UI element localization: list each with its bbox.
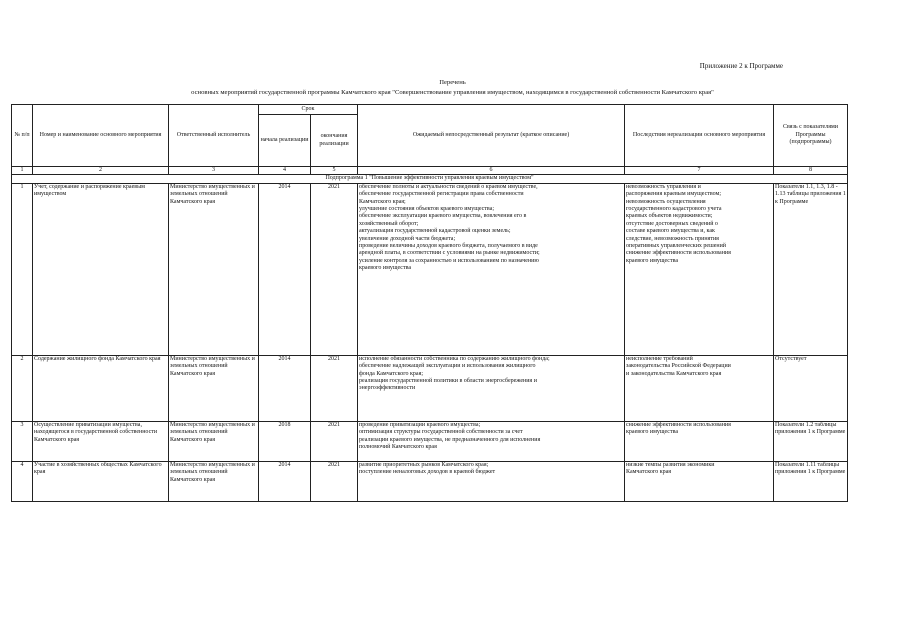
consequence-line: низкие темпы развития экономики: [626, 461, 715, 468]
activities-table: [11, 104, 848, 502]
row-end: 2021: [311, 355, 358, 421]
header-result: Ожидаемый непосредственный результат (краткое описание): [358, 105, 625, 167]
result-line: энергоэффективности: [359, 385, 416, 392]
row-start: 2018: [259, 421, 311, 461]
consequence-line: оперативных управленческих решений: [626, 243, 726, 250]
row-link: Отсутствует: [774, 355, 848, 421]
consequence-line: составе краевого имущества и, как: [626, 228, 715, 235]
row-link: Показатели 1.2 таблицы приложения 1 к Программе: [774, 421, 848, 461]
consequence-line: государственного кадастрового учета: [626, 206, 722, 213]
row-name: Содержание жилищного фонда Камчатского края: [33, 355, 169, 421]
header-responsible: Ответственный исполнитель: [169, 105, 259, 167]
table-row: [12, 421, 848, 461]
row-end: 2021: [311, 421, 358, 461]
document-title: Перечень: [439, 79, 466, 86]
row-result: [358, 421, 625, 461]
consequence-line: невозможность осуществления: [626, 198, 706, 205]
header-num: № п/п: [12, 105, 33, 167]
table-row: [12, 355, 848, 421]
result-line: обеспечение эксплуатации краевого имущества, вовлечения его в: [359, 213, 527, 220]
row-num: 1: [12, 183, 33, 355]
document-subtitle: основных мероприятий государственной программы Камчатского края "Совершенствование управления имуществом, находящимся в государственной собственности Камчатского края": [191, 89, 714, 96]
consequence-line: снижение эффективности использования: [626, 421, 731, 428]
consequence-line: неисполнение требований: [626, 355, 693, 362]
row-consequences: [625, 183, 774, 355]
row-num: 3: [12, 421, 33, 461]
result-line: проведение величины доходов краевого бюджета, получаемого в виде: [359, 243, 538, 250]
result-line: фонда Камчатского края;: [359, 370, 424, 377]
row-name: Учет, содержание и распоряжение краевым имуществом: [33, 183, 169, 355]
row-link: Показатели 1.11 таблицы приложения 1 к Программе: [774, 461, 848, 501]
result-line: усиление контроля за сохранностью и использованием по назначению: [359, 257, 539, 264]
consequence-line: следствие, невозможность принятия: [626, 235, 719, 242]
result-line: полномочий Камчатского края: [359, 444, 437, 451]
result-line: актуализация государственной кадастровой оценки земель;: [359, 228, 511, 235]
row-link: Показатели 1.1, 1.3, 1.8 - 1.13 таблицы приложения 1 к Программе: [774, 183, 848, 355]
column-number: 6: [358, 167, 625, 175]
appendix-label: Приложение 2 к Программе: [699, 62, 783, 70]
column-number: 3: [169, 167, 259, 175]
row-consequences: [625, 421, 774, 461]
column-number: 8: [774, 167, 848, 175]
consequence-line: краевого имущества: [626, 429, 679, 436]
column-number: 1: [12, 167, 33, 175]
row-consequences: [625, 461, 774, 501]
column-number: 2: [33, 167, 169, 175]
column-numbers-row: [12, 167, 848, 175]
result-line: краевого имущества: [359, 265, 412, 272]
header-name: Номер и наименование основного мероприятия: [33, 105, 169, 167]
result-line: развитие приоритетных рынков Камчатского края;: [359, 461, 489, 468]
result-line: арендной платы, в соответствии с условиями на рынке недвижимости;: [359, 250, 540, 257]
header-end: окончания реализации: [311, 115, 358, 167]
row-name: Участие в хозяйственных обществах Камчатского края: [33, 461, 169, 501]
result-line: улучшение состояния объектов краевого имущества;: [359, 206, 495, 213]
consequence-line: законодательства Российской Федерации: [626, 363, 731, 370]
result-line: оптимизация структуры государственной собственности за счет: [359, 429, 523, 436]
result-line: реализация государственной политики в области энергосбережения и: [359, 378, 537, 385]
consequence-line: невозможность управления и: [626, 183, 701, 190]
result-line: Камчатского края;: [359, 198, 406, 205]
column-number: 4: [259, 167, 311, 175]
row-end: 2021: [311, 183, 358, 355]
result-line: обеспечение надлежащей эксплуатации и использования жилищного: [359, 363, 536, 370]
header-link: Связь с показателями Программы (подпрограммы): [774, 105, 848, 167]
consequence-line: Камчатского края: [626, 469, 672, 476]
consequence-line: распоряжения краевым имуществом;: [626, 191, 721, 198]
row-responsible: Министерство имущественных и земельных отношений Камчатского края: [169, 355, 259, 421]
row-result: [358, 355, 625, 421]
result-line: исполнение обязанности собственника по содержанию жилищного фонда;: [359, 355, 550, 362]
row-start: 2014: [259, 355, 311, 421]
result-line: поступление неналоговых доходов в краевой бюджет: [359, 469, 496, 476]
consequence-line: и законодательства Камчатского края: [626, 370, 722, 377]
consequence-line: краевых объектов недвижимости;: [626, 213, 713, 220]
result-line: увеличение доходной части бюджета;: [359, 235, 456, 242]
consequence-line: отсутствие достоверных сведений о: [626, 220, 718, 227]
table-row: [12, 183, 848, 355]
result-line: хозяйственный оборот;: [359, 220, 419, 227]
consequence-line: краевого имущества: [626, 257, 679, 264]
row-num: 4: [12, 461, 33, 501]
row-result: [358, 183, 625, 355]
row-responsible: Министерство имущественных и земельных отношений Камчатского края: [169, 461, 259, 501]
column-number: 5: [311, 167, 358, 175]
header-term: Срок: [259, 105, 358, 115]
header-consequences: Последствия нереализации основного мероприятия: [625, 105, 774, 167]
result-line: проведение приватизации краевого имущества;: [359, 421, 481, 428]
row-name: Осуществление приватизации имущества, находящегося в государственной собственности Камчатского края: [33, 421, 169, 461]
row-num: 2: [12, 355, 33, 421]
subprogram-row: [12, 175, 848, 183]
row-end: 2021: [311, 461, 358, 501]
subprogram-title: Подпрограмма 1 "Повышение эффективности управления краевым имуществом": [12, 175, 848, 183]
result-line: реализации краевого имущества, не предназначенного для исполнения: [359, 436, 541, 443]
row-responsible: Министерство имущественных и земельных отношений Камчатского края: [169, 421, 259, 461]
consequence-line: снижение эффективности использования: [626, 250, 731, 257]
header-start: начала реализации: [259, 115, 311, 167]
row-start: 2014: [259, 461, 311, 501]
column-number: 7: [625, 167, 774, 175]
row-consequences: [625, 355, 774, 421]
table-row: [12, 461, 848, 501]
row-responsible: Министерство имущественных и земельных отношений Камчатского края: [169, 183, 259, 355]
row-result: [358, 461, 625, 501]
result-line: обеспечение полноты и актуальности сведений о краевом имуществе,: [359, 183, 538, 190]
row-start: 2014: [259, 183, 311, 355]
result-line: обеспечение государственной регистрации права собственности: [359, 191, 524, 198]
